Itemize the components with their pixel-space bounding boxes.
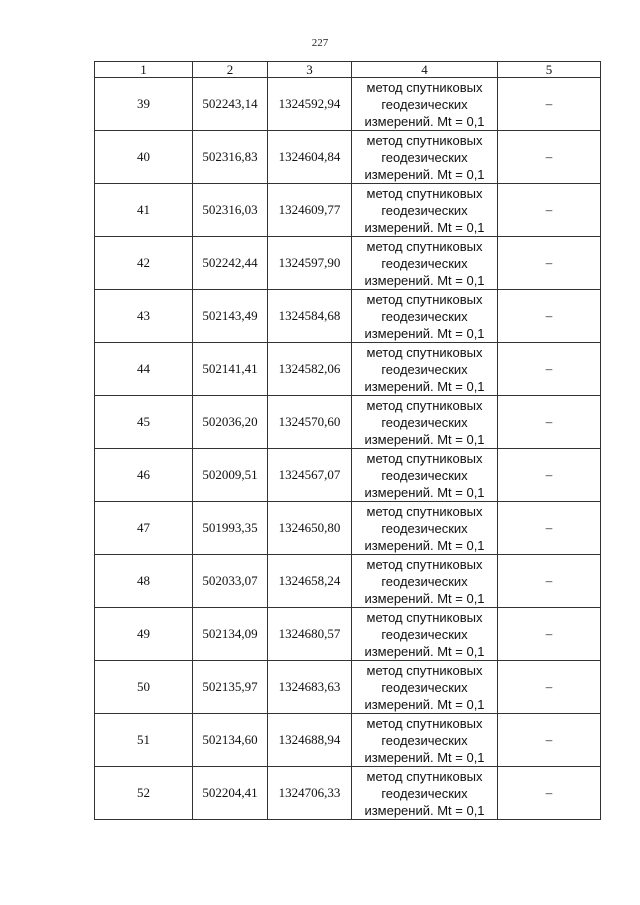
description-cell: – [498, 555, 601, 608]
method-line: метод спутниковых [366, 609, 483, 625]
method-line: геодезических [381, 732, 468, 748]
method-line: измерений. Mt = 0,1 [364, 272, 485, 288]
method-line: метод спутниковых [366, 503, 483, 519]
method-cell [352, 661, 498, 714]
method-line: измерений. Mt = 0,1 [364, 749, 485, 765]
x-coordinate-cell: 502036,20 [193, 396, 268, 449]
y-coordinate-cell: 1324688,94 [268, 714, 352, 767]
method-line: метод спутниковых [366, 662, 483, 678]
method-line: метод спутниковых [366, 768, 483, 784]
table-row [95, 502, 601, 555]
method-line: измерений. Mt = 0,1 [364, 696, 485, 712]
x-coordinate-cell: 502134,09 [193, 608, 268, 661]
method-cell [352, 78, 498, 131]
x-coordinate-cell: 502135,97 [193, 661, 268, 714]
table-row [95, 237, 601, 290]
table-row [95, 131, 601, 184]
y-coordinate-cell: 1324680,57 [268, 608, 352, 661]
table-row [95, 608, 601, 661]
x-coordinate-cell: 502141,41 [193, 343, 268, 396]
method-cell [352, 290, 498, 343]
y-coordinate-cell: 1324650,80 [268, 502, 352, 555]
y-coordinate-cell: 1324706,33 [268, 767, 352, 820]
method-cell [352, 131, 498, 184]
method-cell [352, 237, 498, 290]
column-header-1: 1 [95, 62, 193, 78]
x-coordinate-cell: 502242,44 [193, 237, 268, 290]
method-line: измерений. Mt = 0,1 [364, 378, 485, 394]
method-line: геодезических [381, 308, 468, 324]
method-cell [352, 502, 498, 555]
method-line: геодезических [381, 626, 468, 642]
y-coordinate-cell: 1324597,90 [268, 237, 352, 290]
method-line: метод спутниковых [366, 450, 483, 466]
point-number-cell: 45 [95, 396, 193, 449]
method-line: метод спутниковых [366, 132, 483, 148]
coordinates-table [94, 61, 601, 820]
description-cell: – [498, 661, 601, 714]
method-line: геодезических [381, 255, 468, 271]
method-line: метод спутниковых [366, 344, 483, 360]
method-cell [352, 449, 498, 502]
method-line: измерений. Mt = 0,1 [364, 113, 485, 129]
description-cell: – [498, 449, 601, 502]
description-cell: – [498, 78, 601, 131]
method-line: измерений. Mt = 0,1 [364, 643, 485, 659]
method-line: геодезических [381, 96, 468, 112]
method-cell [352, 555, 498, 608]
method-line: метод спутниковых [366, 397, 483, 413]
method-line: геодезических [381, 785, 468, 801]
description-cell: – [498, 608, 601, 661]
point-number-cell: 41 [95, 184, 193, 237]
description-cell: – [498, 290, 601, 343]
column-header-3: 3 [268, 62, 352, 78]
description-cell: – [498, 343, 601, 396]
method-line: метод спутниковых [366, 291, 483, 307]
description-cell: – [498, 767, 601, 820]
method-line: геодезических [381, 520, 468, 536]
point-number-cell: 40 [95, 131, 193, 184]
method-line: геодезических [381, 361, 468, 377]
method-cell [352, 767, 498, 820]
y-coordinate-cell: 1324570,60 [268, 396, 352, 449]
table-row [95, 343, 601, 396]
point-number-cell: 46 [95, 449, 193, 502]
x-coordinate-cell: 502009,51 [193, 449, 268, 502]
method-line: геодезических [381, 149, 468, 165]
y-coordinate-cell: 1324582,06 [268, 343, 352, 396]
method-line: измерений. Mt = 0,1 [364, 219, 485, 235]
table-row [95, 555, 601, 608]
method-line: метод спутниковых [366, 556, 483, 572]
description-cell: – [498, 714, 601, 767]
column-header-2: 2 [193, 62, 268, 78]
point-number-cell: 44 [95, 343, 193, 396]
description-cell: – [498, 396, 601, 449]
method-line: измерений. Mt = 0,1 [364, 484, 485, 500]
method-cell [352, 396, 498, 449]
method-cell [352, 184, 498, 237]
method-line: метод спутниковых [366, 79, 483, 95]
table-row [95, 290, 601, 343]
y-coordinate-cell: 1324658,24 [268, 555, 352, 608]
table-body [95, 78, 601, 820]
method-line: геодезических [381, 467, 468, 483]
point-number-cell: 52 [95, 767, 193, 820]
table-row [95, 78, 601, 131]
y-coordinate-cell: 1324683,63 [268, 661, 352, 714]
method-line: измерений. Mt = 0,1 [364, 590, 485, 606]
point-number-cell: 47 [95, 502, 193, 555]
method-line: измерений. Mt = 0,1 [364, 537, 485, 553]
method-cell [352, 343, 498, 396]
x-coordinate-cell: 502033,07 [193, 555, 268, 608]
y-coordinate-cell: 1324567,07 [268, 449, 352, 502]
y-coordinate-cell: 1324604,84 [268, 131, 352, 184]
method-line: геодезических [381, 573, 468, 589]
x-coordinate-cell: 501993,35 [193, 502, 268, 555]
description-cell: – [498, 237, 601, 290]
table-row [95, 449, 601, 502]
method-line: измерений. Mt = 0,1 [364, 802, 485, 818]
method-line: геодезических [381, 679, 468, 695]
table-row [95, 661, 601, 714]
x-coordinate-cell: 502243,14 [193, 78, 268, 131]
table-row [95, 714, 601, 767]
table-header-row [95, 62, 601, 78]
column-header-5: 5 [498, 62, 601, 78]
method-line: метод спутниковых [366, 185, 483, 201]
x-coordinate-cell: 502316,83 [193, 131, 268, 184]
method-line: измерений. Mt = 0,1 [364, 166, 485, 182]
method-cell [352, 608, 498, 661]
method-line: измерений. Mt = 0,1 [364, 325, 485, 341]
y-coordinate-cell: 1324592,94 [268, 78, 352, 131]
y-coordinate-cell: 1324609,77 [268, 184, 352, 237]
description-cell: – [498, 184, 601, 237]
method-line: геодезических [381, 414, 468, 430]
table-row [95, 396, 601, 449]
point-number-cell: 48 [95, 555, 193, 608]
x-coordinate-cell: 502316,03 [193, 184, 268, 237]
page-number: 227 [311, 37, 329, 49]
y-coordinate-cell: 1324584,68 [268, 290, 352, 343]
point-number-cell: 50 [95, 661, 193, 714]
point-number-cell: 42 [95, 237, 193, 290]
table-row [95, 767, 601, 820]
point-number-cell: 51 [95, 714, 193, 767]
description-cell: – [498, 502, 601, 555]
x-coordinate-cell: 502134,60 [193, 714, 268, 767]
point-number-cell: 43 [95, 290, 193, 343]
point-number-cell: 39 [95, 78, 193, 131]
point-number-cell: 49 [95, 608, 193, 661]
method-line: метод спутниковых [366, 715, 483, 731]
x-coordinate-cell: 502143,49 [193, 290, 268, 343]
description-cell: – [498, 131, 601, 184]
method-line: метод спутниковых [366, 238, 483, 254]
method-cell [352, 714, 498, 767]
table-row [95, 184, 601, 237]
column-header-4: 4 [352, 62, 498, 78]
method-line: геодезических [381, 202, 468, 218]
method-line: измерений. Mt = 0,1 [364, 431, 485, 447]
x-coordinate-cell: 502204,41 [193, 767, 268, 820]
